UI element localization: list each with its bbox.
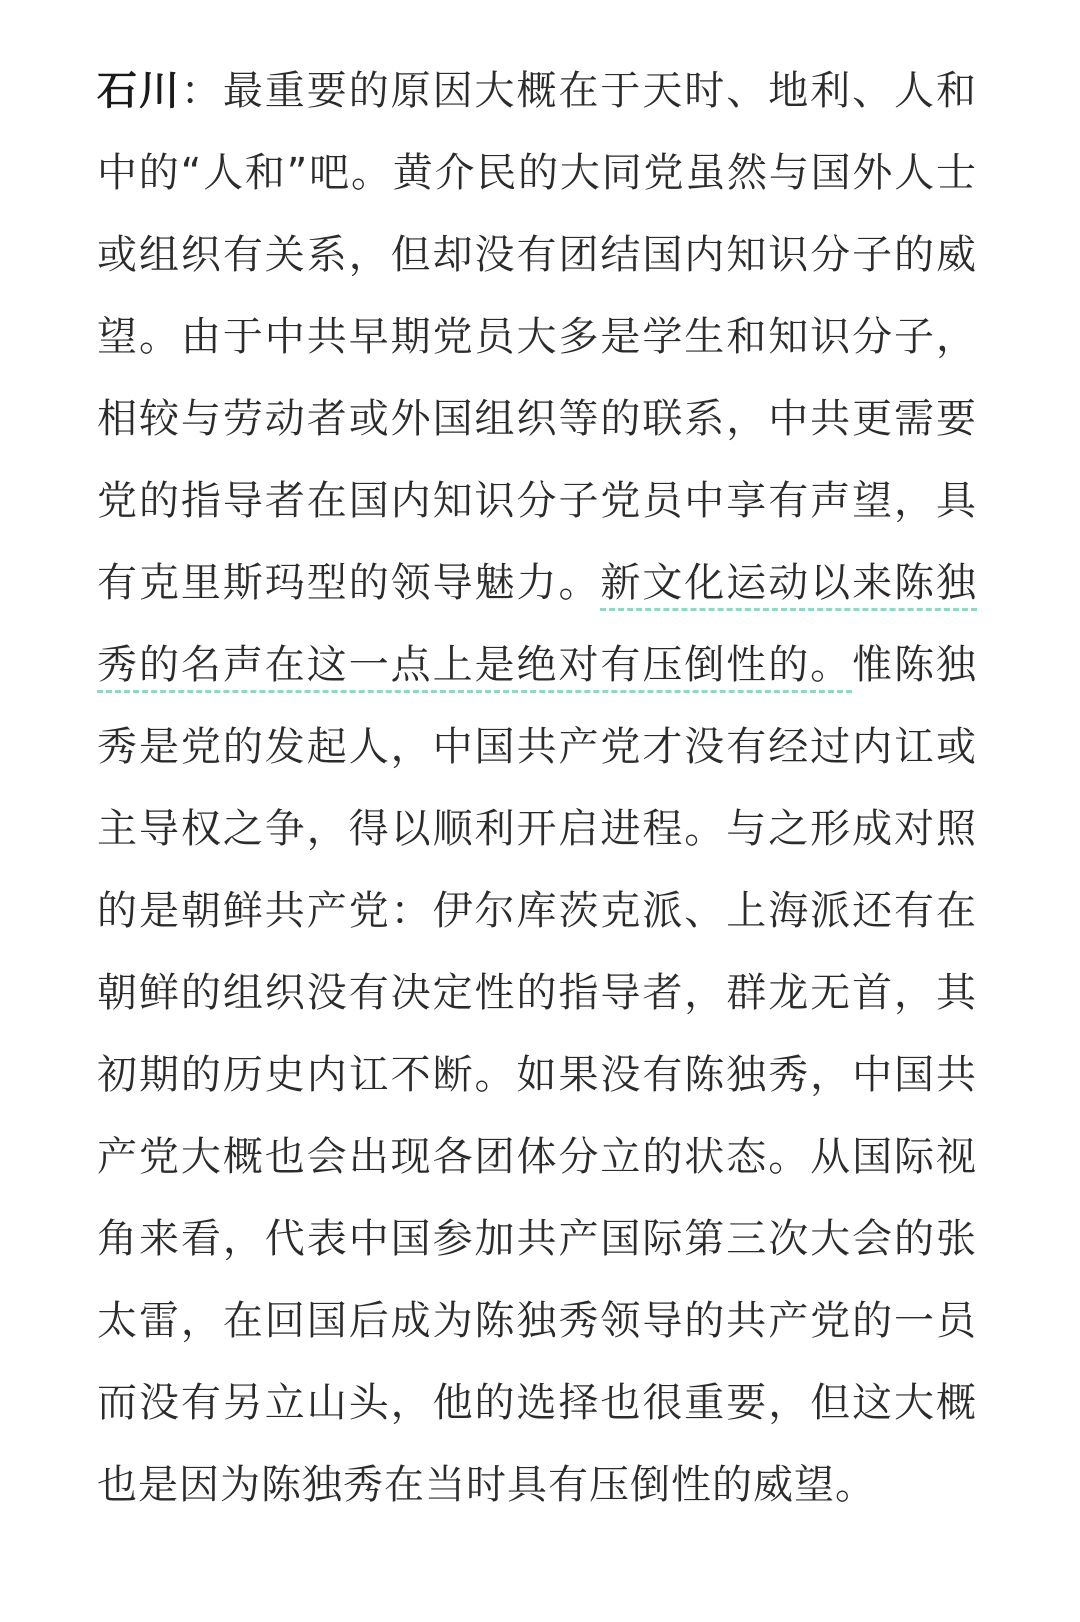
highlighted-sentence[interactable]: 新文化运动以来陈独秀的名声在这一点上是绝对有压倒性的。 bbox=[97, 560, 978, 688]
paragraph-text-before: 最重要的原因大概在于天时、地利、人和中的“人和”吧。黄介民的大同党虽然与国外人士或组织有关系，但却没有团结国内知识分子的威望。由于中共早期党员大多是学生和知识分子，相较与劳动者或外国组织等的联系，中共更需要党的指导者在国内知识分子党员中享有声望，具有克里斯玛型的领导魅力。 bbox=[97, 68, 978, 606]
speaker-colon: ： bbox=[180, 68, 223, 114]
speaker-name: 石川 bbox=[97, 68, 181, 114]
article-paragraph bbox=[97, 50, 977, 1526]
paragraph-text-after: 惟陈独秀是党的发起人，中国共产党才没有经过内讧或主导权之争，得以顺利开启进程。与之形成对照的是朝鲜共产党：伊尔库茨克派、上海派还有在朝鲜的组织没有决定性的指导者，群龙无首，其初期的历史内讧不断。如果没有陈独秀，中国共产党大概也会出现各团体分立的状态。从国际视角来看，代表中国参加共产国际第三次大会的张太雷，在回国后成为陈独秀领导的共产党的一员而没有另立山头，他的选择也很重要，但这大概也是因为陈独秀在当时具有压倒性的威望。 bbox=[97, 642, 978, 1508]
